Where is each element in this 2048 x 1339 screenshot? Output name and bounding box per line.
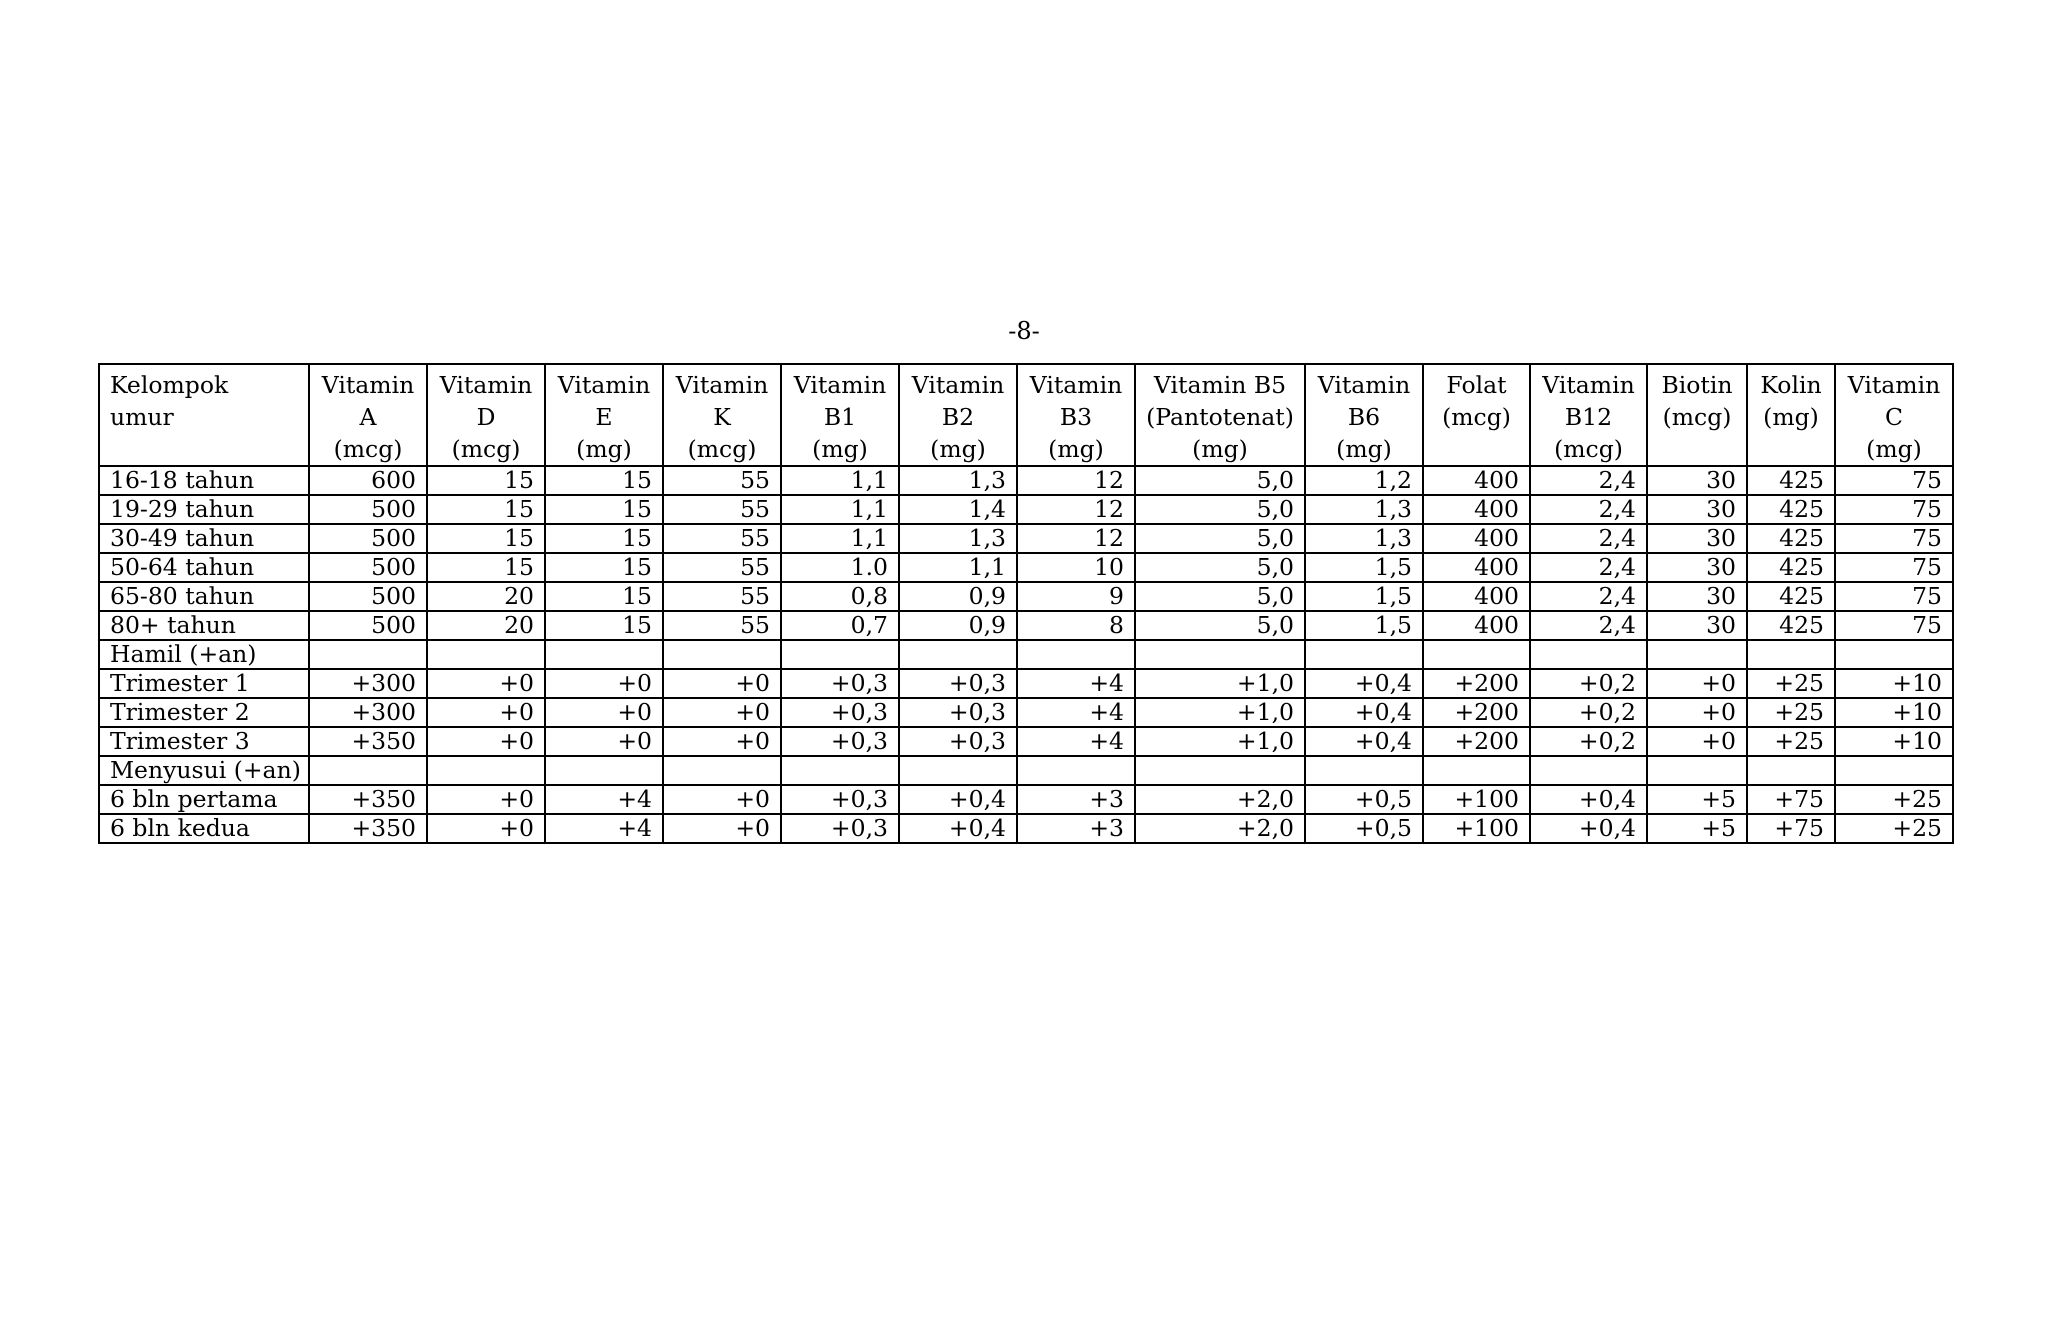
value-cell bbox=[1647, 640, 1747, 669]
table-row bbox=[99, 727, 1953, 756]
value-cell: 30 bbox=[1647, 495, 1747, 524]
value-cell: 1.0 bbox=[781, 553, 899, 582]
column-header bbox=[1135, 364, 1305, 466]
value-cell: +5 bbox=[1647, 785, 1747, 814]
value-cell: 1,3 bbox=[899, 466, 1017, 495]
value-cell: 2,4 bbox=[1530, 582, 1647, 611]
value-cell: 1,3 bbox=[1305, 495, 1423, 524]
value-cell: 500 bbox=[309, 611, 427, 640]
value-cell: 2,4 bbox=[1530, 611, 1647, 640]
column-header-line: (mcg) bbox=[451, 435, 521, 463]
row-label-cell: Trimester 3 bbox=[99, 727, 309, 756]
value-cell: 2,4 bbox=[1530, 495, 1647, 524]
value-cell: 1,5 bbox=[1305, 582, 1423, 611]
value-cell: +2,0 bbox=[1135, 814, 1305, 843]
value-cell: +0 bbox=[427, 727, 545, 756]
value-cell: +4 bbox=[1017, 727, 1135, 756]
value-cell: +0 bbox=[1647, 727, 1747, 756]
column-header-line: (mg) bbox=[1336, 435, 1392, 463]
value-cell: +25 bbox=[1835, 814, 1953, 843]
value-cell: +350 bbox=[309, 814, 427, 843]
value-cell: +4 bbox=[1017, 698, 1135, 727]
value-cell: 425 bbox=[1747, 495, 1835, 524]
value-cell: +0 bbox=[1647, 698, 1747, 727]
value-cell: +0,3 bbox=[781, 785, 899, 814]
value-cell bbox=[427, 640, 545, 669]
value-cell: 400 bbox=[1423, 466, 1530, 495]
value-cell bbox=[899, 640, 1017, 669]
value-cell: +0 bbox=[545, 698, 663, 727]
value-cell: 30 bbox=[1647, 466, 1747, 495]
value-cell: +0,4 bbox=[899, 814, 1017, 843]
value-cell bbox=[1423, 756, 1530, 785]
column-header-line: B12 bbox=[1564, 403, 1613, 431]
value-cell: +300 bbox=[309, 669, 427, 698]
value-cell: +0,4 bbox=[1305, 698, 1423, 727]
row-label-cell: 6 bln kedua bbox=[99, 814, 309, 843]
header-row bbox=[99, 364, 1953, 466]
value-cell: +4 bbox=[1017, 669, 1135, 698]
row-label-cell: Trimester 1 bbox=[99, 669, 309, 698]
value-cell bbox=[1835, 640, 1953, 669]
row-label-cell: 30-49 tahun bbox=[99, 524, 309, 553]
value-cell: 425 bbox=[1747, 466, 1835, 495]
value-cell bbox=[663, 640, 781, 669]
row-label-cell: Trimester 2 bbox=[99, 698, 309, 727]
column-header-line: A bbox=[359, 403, 377, 431]
column-header bbox=[663, 364, 781, 466]
value-cell: +25 bbox=[1835, 785, 1953, 814]
value-cell: 5,0 bbox=[1135, 495, 1305, 524]
column-header bbox=[99, 364, 309, 466]
row-label-cell: 6 bln pertama bbox=[99, 785, 309, 814]
value-cell: 400 bbox=[1423, 553, 1530, 582]
column-header-line: Vitamin B5 bbox=[1153, 371, 1287, 399]
value-cell: 75 bbox=[1835, 466, 1953, 495]
column-header-line: Vitamin bbox=[1847, 371, 1941, 399]
table-row bbox=[99, 582, 1953, 611]
value-cell: 12 bbox=[1017, 495, 1135, 524]
value-cell: +350 bbox=[309, 785, 427, 814]
column-header-line: (mcg) bbox=[1554, 435, 1623, 463]
value-cell: +350 bbox=[309, 727, 427, 756]
column-header-line: (mg) bbox=[930, 435, 986, 463]
value-cell: +0,5 bbox=[1305, 814, 1423, 843]
value-cell: +0,3 bbox=[899, 698, 1017, 727]
table-row bbox=[99, 524, 1953, 553]
table-row bbox=[99, 553, 1953, 582]
value-cell: +200 bbox=[1423, 698, 1530, 727]
value-cell: +1,0 bbox=[1135, 727, 1305, 756]
value-cell: 10 bbox=[1017, 553, 1135, 582]
value-cell bbox=[1530, 640, 1647, 669]
row-label-cell: 19-29 tahun bbox=[99, 495, 309, 524]
value-cell: +300 bbox=[309, 698, 427, 727]
column-header bbox=[1835, 364, 1953, 466]
value-cell: +0 bbox=[1647, 669, 1747, 698]
value-cell: +0,4 bbox=[1305, 669, 1423, 698]
value-cell: 30 bbox=[1647, 611, 1747, 640]
value-cell: 15 bbox=[427, 495, 545, 524]
value-cell: 400 bbox=[1423, 524, 1530, 553]
row-label-cell: 65-80 tahun bbox=[99, 582, 309, 611]
value-cell: 20 bbox=[427, 611, 545, 640]
value-cell: 75 bbox=[1835, 611, 1953, 640]
value-cell: +0,3 bbox=[781, 727, 899, 756]
value-cell: 400 bbox=[1423, 611, 1530, 640]
column-header-line: C bbox=[1885, 403, 1903, 431]
value-cell: 425 bbox=[1747, 524, 1835, 553]
value-cell: 15 bbox=[427, 553, 545, 582]
column-header bbox=[1423, 364, 1530, 466]
value-cell: +0 bbox=[545, 669, 663, 698]
value-cell bbox=[545, 640, 663, 669]
value-cell: 1,1 bbox=[781, 495, 899, 524]
value-cell: +0,4 bbox=[1530, 814, 1647, 843]
value-cell: +1,0 bbox=[1135, 669, 1305, 698]
value-cell: +0,5 bbox=[1305, 785, 1423, 814]
value-cell bbox=[1747, 640, 1835, 669]
value-cell: +0,4 bbox=[1530, 785, 1647, 814]
value-cell: +0,2 bbox=[1530, 698, 1647, 727]
value-cell: +0,2 bbox=[1530, 669, 1647, 698]
value-cell bbox=[1305, 640, 1423, 669]
value-cell: 1,3 bbox=[899, 524, 1017, 553]
column-header bbox=[1747, 364, 1835, 466]
value-cell bbox=[1747, 756, 1835, 785]
column-header-line: Kelompok bbox=[110, 371, 229, 399]
table-row bbox=[99, 698, 1953, 727]
row-label-cell: Menyusui (+an) bbox=[99, 756, 309, 785]
value-cell: 1,2 bbox=[1305, 466, 1423, 495]
table-header bbox=[99, 364, 1953, 466]
value-cell: 500 bbox=[309, 553, 427, 582]
value-cell: 30 bbox=[1647, 524, 1747, 553]
column-header-line: B3 bbox=[1059, 403, 1093, 431]
value-cell: 0,7 bbox=[781, 611, 899, 640]
value-cell: +200 bbox=[1423, 669, 1530, 698]
column-header-line: Vitamin bbox=[1317, 371, 1411, 399]
value-cell bbox=[1135, 756, 1305, 785]
value-cell: 2,4 bbox=[1530, 524, 1647, 553]
value-cell: 15 bbox=[545, 466, 663, 495]
column-header-line: Vitamin bbox=[675, 371, 769, 399]
value-cell: 400 bbox=[1423, 582, 1530, 611]
table-row bbox=[99, 640, 1953, 669]
column-header-line: (Pantotenat) bbox=[1146, 403, 1294, 431]
value-cell bbox=[1135, 640, 1305, 669]
value-cell: 55 bbox=[663, 611, 781, 640]
column-header-line: Vitamin bbox=[1029, 371, 1123, 399]
column-header-line: (mg) bbox=[1763, 403, 1819, 431]
column-header-line: Vitamin bbox=[793, 371, 887, 399]
value-cell: 1,5 bbox=[1305, 553, 1423, 582]
value-cell bbox=[663, 756, 781, 785]
table-body bbox=[99, 466, 1953, 843]
value-cell: +0,3 bbox=[781, 814, 899, 843]
row-label-cell: Hamil (+an) bbox=[99, 640, 309, 669]
value-cell: 9 bbox=[1017, 582, 1135, 611]
value-cell: 600 bbox=[309, 466, 427, 495]
column-header-line: (mg) bbox=[812, 435, 868, 463]
column-header-line: (mcg) bbox=[333, 435, 403, 463]
value-cell: 1,4 bbox=[899, 495, 1017, 524]
value-cell: 75 bbox=[1835, 553, 1953, 582]
value-cell bbox=[1305, 756, 1423, 785]
column-header-line: (mcg) bbox=[1442, 403, 1511, 431]
value-cell: 12 bbox=[1017, 524, 1135, 553]
column-header-line: Vitamin bbox=[557, 371, 651, 399]
value-cell: 425 bbox=[1747, 611, 1835, 640]
value-cell: +75 bbox=[1747, 785, 1835, 814]
column-header-line: (mcg) bbox=[1662, 403, 1732, 431]
value-cell: +3 bbox=[1017, 814, 1135, 843]
column-header bbox=[899, 364, 1017, 466]
value-cell: 0,9 bbox=[899, 582, 1017, 611]
value-cell: +0 bbox=[663, 785, 781, 814]
table-row bbox=[99, 611, 1953, 640]
value-cell: 5,0 bbox=[1135, 524, 1305, 553]
column-header-line: Vitamin bbox=[321, 371, 415, 399]
value-cell: +0,3 bbox=[781, 669, 899, 698]
value-cell bbox=[1017, 756, 1135, 785]
column-header bbox=[1017, 364, 1135, 466]
table-row bbox=[99, 814, 1953, 843]
column-header-line: B6 bbox=[1347, 403, 1381, 431]
value-cell: +0 bbox=[427, 698, 545, 727]
column-header bbox=[309, 364, 427, 466]
column-header bbox=[781, 364, 899, 466]
value-cell: 5,0 bbox=[1135, 582, 1305, 611]
table-row bbox=[99, 785, 1953, 814]
value-cell bbox=[1017, 640, 1135, 669]
value-cell: 0,8 bbox=[781, 582, 899, 611]
value-cell: 5,0 bbox=[1135, 611, 1305, 640]
value-cell: +100 bbox=[1423, 814, 1530, 843]
value-cell: 12 bbox=[1017, 466, 1135, 495]
value-cell: 15 bbox=[545, 611, 663, 640]
value-cell: 8 bbox=[1017, 611, 1135, 640]
value-cell: +0 bbox=[663, 814, 781, 843]
value-cell: 15 bbox=[545, 495, 663, 524]
column-header-line: Biotin bbox=[1661, 371, 1733, 399]
value-cell bbox=[1423, 640, 1530, 669]
value-cell: 15 bbox=[427, 524, 545, 553]
column-header-line: K bbox=[713, 403, 731, 431]
value-cell: 2,4 bbox=[1530, 553, 1647, 582]
value-cell: 500 bbox=[309, 495, 427, 524]
value-cell: 55 bbox=[663, 553, 781, 582]
value-cell: +0 bbox=[663, 698, 781, 727]
value-cell: 55 bbox=[663, 495, 781, 524]
column-header bbox=[545, 364, 663, 466]
column-header-line: E bbox=[595, 403, 613, 431]
value-cell: 75 bbox=[1835, 495, 1953, 524]
column-header-line: Folat bbox=[1446, 371, 1507, 399]
column-header-line: B1 bbox=[823, 403, 857, 431]
value-cell: 1,1 bbox=[781, 466, 899, 495]
column-header-line: Vitamin bbox=[439, 371, 533, 399]
column-header bbox=[427, 364, 545, 466]
column-header-line: (mg) bbox=[1048, 435, 1104, 463]
value-cell bbox=[781, 640, 899, 669]
value-cell: 20 bbox=[427, 582, 545, 611]
column-header-line: (mg) bbox=[1866, 435, 1922, 463]
value-cell: +4 bbox=[545, 814, 663, 843]
value-cell: +10 bbox=[1835, 669, 1953, 698]
value-cell: +0 bbox=[427, 785, 545, 814]
vitamin-requirements-table bbox=[98, 363, 1954, 844]
column-header-line: B2 bbox=[941, 403, 975, 431]
value-cell: 2,4 bbox=[1530, 466, 1647, 495]
column-header bbox=[1305, 364, 1423, 466]
value-cell: +25 bbox=[1747, 669, 1835, 698]
column-header-line: (mg) bbox=[1192, 435, 1248, 463]
value-cell: +75 bbox=[1747, 814, 1835, 843]
value-cell: 500 bbox=[309, 524, 427, 553]
value-cell: +10 bbox=[1835, 698, 1953, 727]
value-cell: 55 bbox=[663, 582, 781, 611]
value-cell: +3 bbox=[1017, 785, 1135, 814]
value-cell: +0,3 bbox=[781, 698, 899, 727]
value-cell bbox=[427, 756, 545, 785]
value-cell: +0 bbox=[663, 727, 781, 756]
value-cell bbox=[545, 756, 663, 785]
row-label-cell: 80+ tahun bbox=[99, 611, 309, 640]
column-header-line: (mg) bbox=[576, 435, 632, 463]
value-cell: +200 bbox=[1423, 727, 1530, 756]
value-cell bbox=[1647, 756, 1747, 785]
page-number: -8- bbox=[1008, 317, 1040, 345]
value-cell bbox=[309, 640, 427, 669]
value-cell: +25 bbox=[1747, 698, 1835, 727]
value-cell: +0,4 bbox=[899, 785, 1017, 814]
value-cell: +0 bbox=[663, 669, 781, 698]
value-cell: 30 bbox=[1647, 553, 1747, 582]
value-cell: 5,0 bbox=[1135, 553, 1305, 582]
value-cell: 0,9 bbox=[899, 611, 1017, 640]
value-cell: +0,2 bbox=[1530, 727, 1647, 756]
value-cell: 1,5 bbox=[1305, 611, 1423, 640]
column-header bbox=[1530, 364, 1647, 466]
table-row bbox=[99, 669, 1953, 698]
column-header-line: Vitamin bbox=[911, 371, 1005, 399]
value-cell: +0 bbox=[545, 727, 663, 756]
value-cell: +0,4 bbox=[1305, 727, 1423, 756]
value-cell: 400 bbox=[1423, 495, 1530, 524]
value-cell: +10 bbox=[1835, 727, 1953, 756]
column-header-line: D bbox=[476, 403, 496, 431]
value-cell: +25 bbox=[1747, 727, 1835, 756]
value-cell: 15 bbox=[545, 524, 663, 553]
table-row bbox=[99, 495, 1953, 524]
table-row bbox=[99, 756, 1953, 785]
value-cell: +1,0 bbox=[1135, 698, 1305, 727]
value-cell bbox=[781, 756, 899, 785]
column-header-line: umur bbox=[110, 403, 174, 431]
value-cell bbox=[309, 756, 427, 785]
value-cell: +2,0 bbox=[1135, 785, 1305, 814]
value-cell: 425 bbox=[1747, 582, 1835, 611]
value-cell: 75 bbox=[1835, 582, 1953, 611]
value-cell: 55 bbox=[663, 524, 781, 553]
column-header-line: Vitamin bbox=[1542, 371, 1635, 399]
value-cell: 15 bbox=[427, 466, 545, 495]
value-cell: 1,3 bbox=[1305, 524, 1423, 553]
value-cell: 75 bbox=[1835, 524, 1953, 553]
value-cell bbox=[899, 756, 1017, 785]
value-cell: +0,3 bbox=[899, 727, 1017, 756]
value-cell: 425 bbox=[1747, 553, 1835, 582]
value-cell: 5,0 bbox=[1135, 466, 1305, 495]
value-cell: 30 bbox=[1647, 582, 1747, 611]
column-header bbox=[1647, 364, 1747, 466]
value-cell: +0,3 bbox=[899, 669, 1017, 698]
column-header-line: Kolin bbox=[1760, 371, 1822, 399]
value-cell: 55 bbox=[663, 466, 781, 495]
value-cell: +100 bbox=[1423, 785, 1530, 814]
value-cell: +5 bbox=[1647, 814, 1747, 843]
value-cell: 15 bbox=[545, 553, 663, 582]
value-cell: 1,1 bbox=[899, 553, 1017, 582]
value-cell: +0 bbox=[427, 669, 545, 698]
value-cell: 1,1 bbox=[781, 524, 899, 553]
table-row bbox=[99, 466, 1953, 495]
value-cell bbox=[1835, 756, 1953, 785]
value-cell: 500 bbox=[309, 582, 427, 611]
column-header-line: (mcg) bbox=[687, 435, 757, 463]
value-cell: 15 bbox=[545, 582, 663, 611]
value-cell: +0 bbox=[427, 814, 545, 843]
row-label-cell: 16-18 tahun bbox=[99, 466, 309, 495]
value-cell: +4 bbox=[545, 785, 663, 814]
row-label-cell: 50-64 tahun bbox=[99, 553, 309, 582]
value-cell bbox=[1530, 756, 1647, 785]
